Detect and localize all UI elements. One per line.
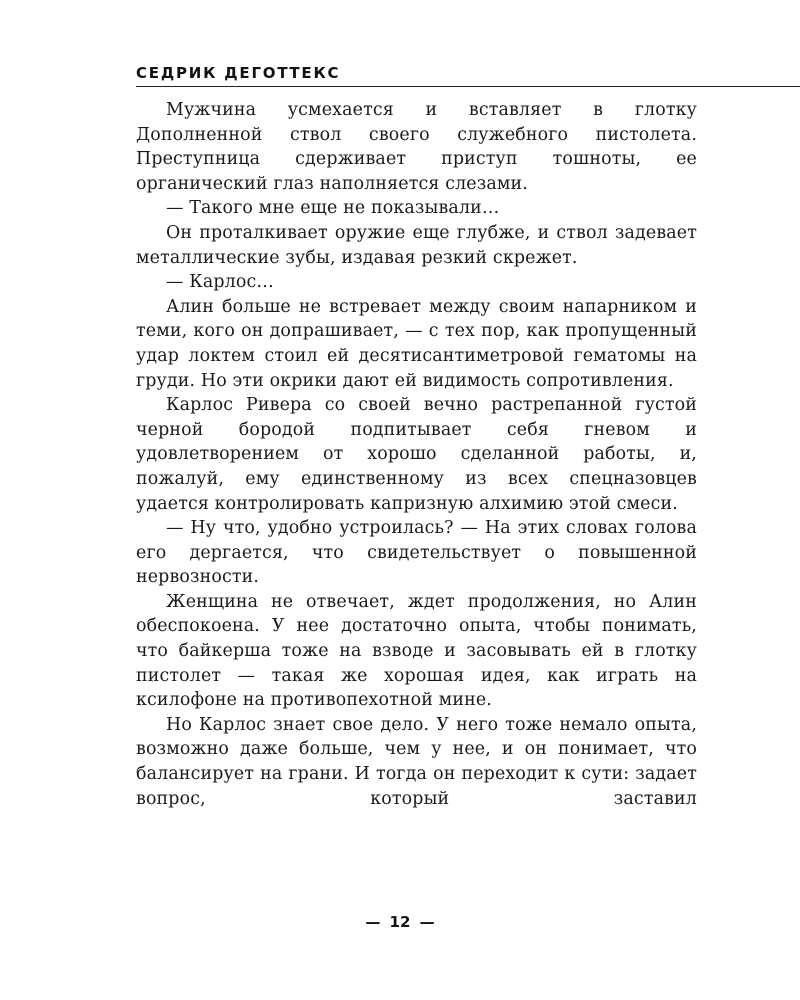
paragraph: Карлос Ривера со своей вечно растрепанной густой черной бородой подпитывает себя гневом и удовлетворением от хорошо сделанной работы, и, пожалуй, ему единственному из всех спецназовцев удается контролировать капризную алхимию этой смеси. [136, 395, 697, 514]
page-number: — 12 — [365, 913, 435, 931]
paragraph: — Ну что, удобно устроилась? — На этих словах голова его дергается, что свидетельствует о повышенной нервозности. [136, 518, 697, 588]
paragraph: — Такого мне еще не показывали… [166, 198, 500, 219]
paragraph: Но Карлос знает свое дело. У него тоже немало опыта, возможно даже больше, чем у нее, и он понимает, что балансирует на грани. И тогда он переходит к сути: задает вопрос, который заставил [136, 714, 697, 809]
paragraph: Он проталкивает оружие еще глубже, и ствол задевает металлические зубы, издавая резкий скрежет. [136, 222, 697, 268]
header-rule [136, 86, 800, 87]
paragraph: Мужчина усмехается и вставляет в глотку Дополненной ствол своего служебного пистолета. Преступница сдерживает приступ тошноты, ее органический глаз наполняется слезами. [136, 100, 697, 194]
paragraph: — Карлос… [166, 272, 274, 293]
body-text [136, 98, 697, 811]
paragraph: Алин больше не встревает между своим напарником и теми, кого он допрашивает, — с тех пор, как пропущенный удар локтем стоил ей десятисантиметровой гематомы на груди. Но эти окрики дают ей видимость сопротивления. [136, 296, 697, 391]
running-head-author: СЕДРИК ДЕГОТТЕКС [136, 64, 341, 82]
paragraph: Женщина не отвечает, ждет продолжения, но Алин обеспокоена. У нее достаточно опыта, чтобы понимать, что байкерша тоже на взводе и засовывать ей в глотку пистолет — такая же хорошая идея, как играть на ксилофоне на противопехотной мине. [136, 591, 697, 711]
